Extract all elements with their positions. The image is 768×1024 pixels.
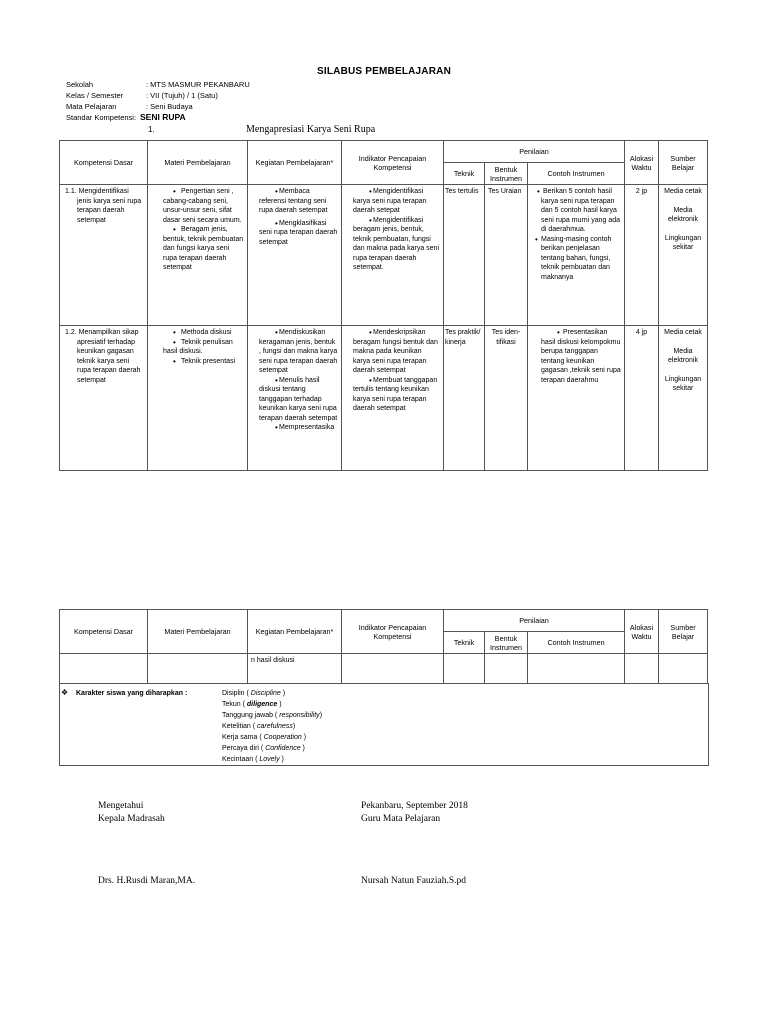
header-alokasi: Alokasi Waktu [625,610,659,654]
header-kegiatan: Kegiatan Pembelajaran* [248,141,342,185]
meta-label-subject: Mata Pelajaran [66,102,117,111]
document-title: SILABUS PEMBELAJARAN [316,66,451,77]
header-indikator: Indikator Pencapaian Kompetensi [342,610,444,654]
list-item: • Methoda diskusi [151,328,244,338]
meta-value-standard: SENI RUPA [140,112,186,122]
character-item: Tekun ( diligence ) [222,701,282,708]
character-item: Percaya diri ( Confidence ) [222,745,305,752]
contoh-cell [528,185,625,326]
syllabus-table [59,140,708,471]
table-row [60,326,708,471]
sumber-cell [659,185,708,326]
sumber-item: Media cetak [664,329,702,336]
list-item: • Masing-masing contoh berikan penjelasan tentang bahan, fungsi, teknik pembuatan dan maknanya [531,235,621,283]
character-item: Tanggung jawab ( responsibility) [222,712,323,719]
list-item: • Teknik penulisan hasil diskusi. [151,338,244,357]
signature-left [98,800,165,826]
header-teknik: Teknik [444,163,485,185]
character-item: Kerja sama ( Cooperation ) [222,734,307,741]
table-row [60,185,708,326]
meta-value-class: : VII (Tujuh) / 1 (Satu) [146,91,218,100]
signature-right [361,800,468,826]
meta-value-school: : MTS MASMUR PEKANBARU [146,80,250,89]
list-item: • Mendiskusikan keragaman jenis, bentuk , fungsi dan makna karya seni rupa terapan daerah setempat [251,328,338,376]
kegiatan-cell [248,326,342,471]
list-item: • Teknik presentasi [151,357,244,367]
sumber-item: Media elektronik [668,347,698,364]
place-date: Pekanbaru, September 2018 [361,801,468,811]
character-item: Disiplin ( Discipline ) [222,690,286,697]
list-item: • Mengidentifikasi karya seni rupa terapan daerah setepat [345,187,440,216]
list-item: • Mengklasifikasi seni rupa terapan daerah setempat [251,219,338,248]
header-kegiatan: Kegiatan Pembelajaran* [248,610,342,654]
header-kd: Kompetensi Dasar [60,610,148,654]
list-item: • Mendeskripsikan beragam fungsi bentuk dan makna pada keunikan karya seni rupa terapan daerah setempat [345,328,440,376]
header-bentuk: Bentuk Instrumen [485,163,528,185]
materi-cell [148,326,248,471]
teacher-title: Guru Mata Pelajaran [361,814,441,824]
indikator-cell [342,185,444,326]
header-penilaian: Penilaian [444,141,625,163]
header-sumber: Sumber Belajar [659,141,708,185]
kegiatan-continuation: n hasil diskusi [248,654,342,684]
header-alokasi: Alokasi Waktu [625,141,659,185]
kegiatan-cell [248,185,342,326]
character-label: Karakter siswa yang diharapkan : [76,690,188,697]
standard-text: Mengapresiasi Karya Seni Rupa [246,124,376,135]
list-item: • Membaca referensi tentang seni rupa daerah setempat [251,187,338,216]
header-contoh: Contoh Instrumen [528,163,625,185]
standard-number: 1. [148,125,155,134]
character-item: Ketelitian ( carefulness) [222,723,296,730]
bentuk-cell: Tes Uraian [485,185,528,326]
sumber-item: Media cetak [664,188,702,195]
alokasi-cell: 4 jp [625,326,659,471]
list-item: • Mempresentasika [251,423,338,433]
bentuk-cell: Tes iden-tifikasi [485,326,528,471]
header-contoh: Contoh Instrumen [528,632,625,654]
header-sumber: Sumber Belajar [659,610,708,654]
list-item: • Presentasikan hasil diskusi kelompokmu berupa tanggapan tentang keunikan gagasan ,teknik seni rupa terapan daerahmu [531,328,621,385]
indikator-cell [342,326,444,471]
table-row [60,654,708,684]
list-item: • Pengertian seni , cabang-cabang seni, unsur-unsur seni, sifat dasar seni secara umum. [151,187,244,225]
sumber-item: Media elektronik [668,206,698,223]
continuation-table [59,609,708,684]
list-item: • Beragam jenis, bentuk, teknik pembuatan dan fungsi karya seni rupa terapan daerah setempat [151,225,244,273]
principal-title: Kepala Madrasah [98,814,165,824]
header-indikator: Indikator Pencapaian Kompetensi [342,141,444,185]
teacher-name: Nursah Natun Fauziah.S.pd [361,876,467,886]
contoh-cell [528,326,625,471]
sumber-item: Lingkungan sekitar [664,234,702,251]
meta-label-school: Sekolah [66,80,94,89]
header-materi: Materi Pembelajaran [148,610,248,654]
alokasi-cell: 2 jp [625,185,659,326]
teknik-cell: Tes tertulis [444,185,485,326]
sumber-cell [659,326,708,471]
teknik-cell: Tes praktik/ kinerja [444,326,485,471]
sumber-item: Lingkungan sekitar [664,375,702,392]
materi-cell [148,185,248,326]
list-item: • Berikan 5 contoh hasil karya seni rupa terapan dan 5 contoh hasil karya seni rupa murni yang ada di daerahmua. [531,187,621,235]
header-kd: Kompetensi Dasar [60,141,148,185]
header-bentuk: Bentuk Instrumen [485,632,528,654]
list-item: • Mengidentifikasi beragam jenis, bentuk, teknik pembuatan, fungsi dan makna pada karya seni rupa terapan daerah setempat. [345,216,440,273]
header-teknik: Teknik [444,632,485,654]
diamond-bullet-icon: ❖ [61,688,69,697]
header-materi: Materi Pembelajaran [148,141,248,185]
meta-value-subject: : Seni Budaya [146,102,193,111]
kd-cell: 1.1. Mengidentifikasi jenis karya seni rupa terapan daerah setempat [60,185,148,326]
header-penilaian: Penilaian [444,610,625,632]
meta-label-standard: Standar Kompetensi: [66,113,137,122]
list-item: • Membuat tanggapan tertulis tentang keunikan karya seni rupa terapan daerah setempat [345,376,440,414]
principal-name: Drs. H.Rusdi Maran,MA. [98,876,196,886]
kd-cell: 1.2. Menampilkan sikap apresiatif terhadap keunikan gagasan teknik karya seni rupa terapan daerah setempat [60,326,148,471]
meta-label-class: Kelas / Semester [66,91,124,100]
acknowledge-label: Mengetahui [98,801,144,811]
character-item: Kecintaan ( Lovely ) [222,756,284,763]
list-item: • Menulis hasil diskusi tentang tanggapan terhadap keunikan karya seni rupa terapan daerah setempat [251,376,338,424]
